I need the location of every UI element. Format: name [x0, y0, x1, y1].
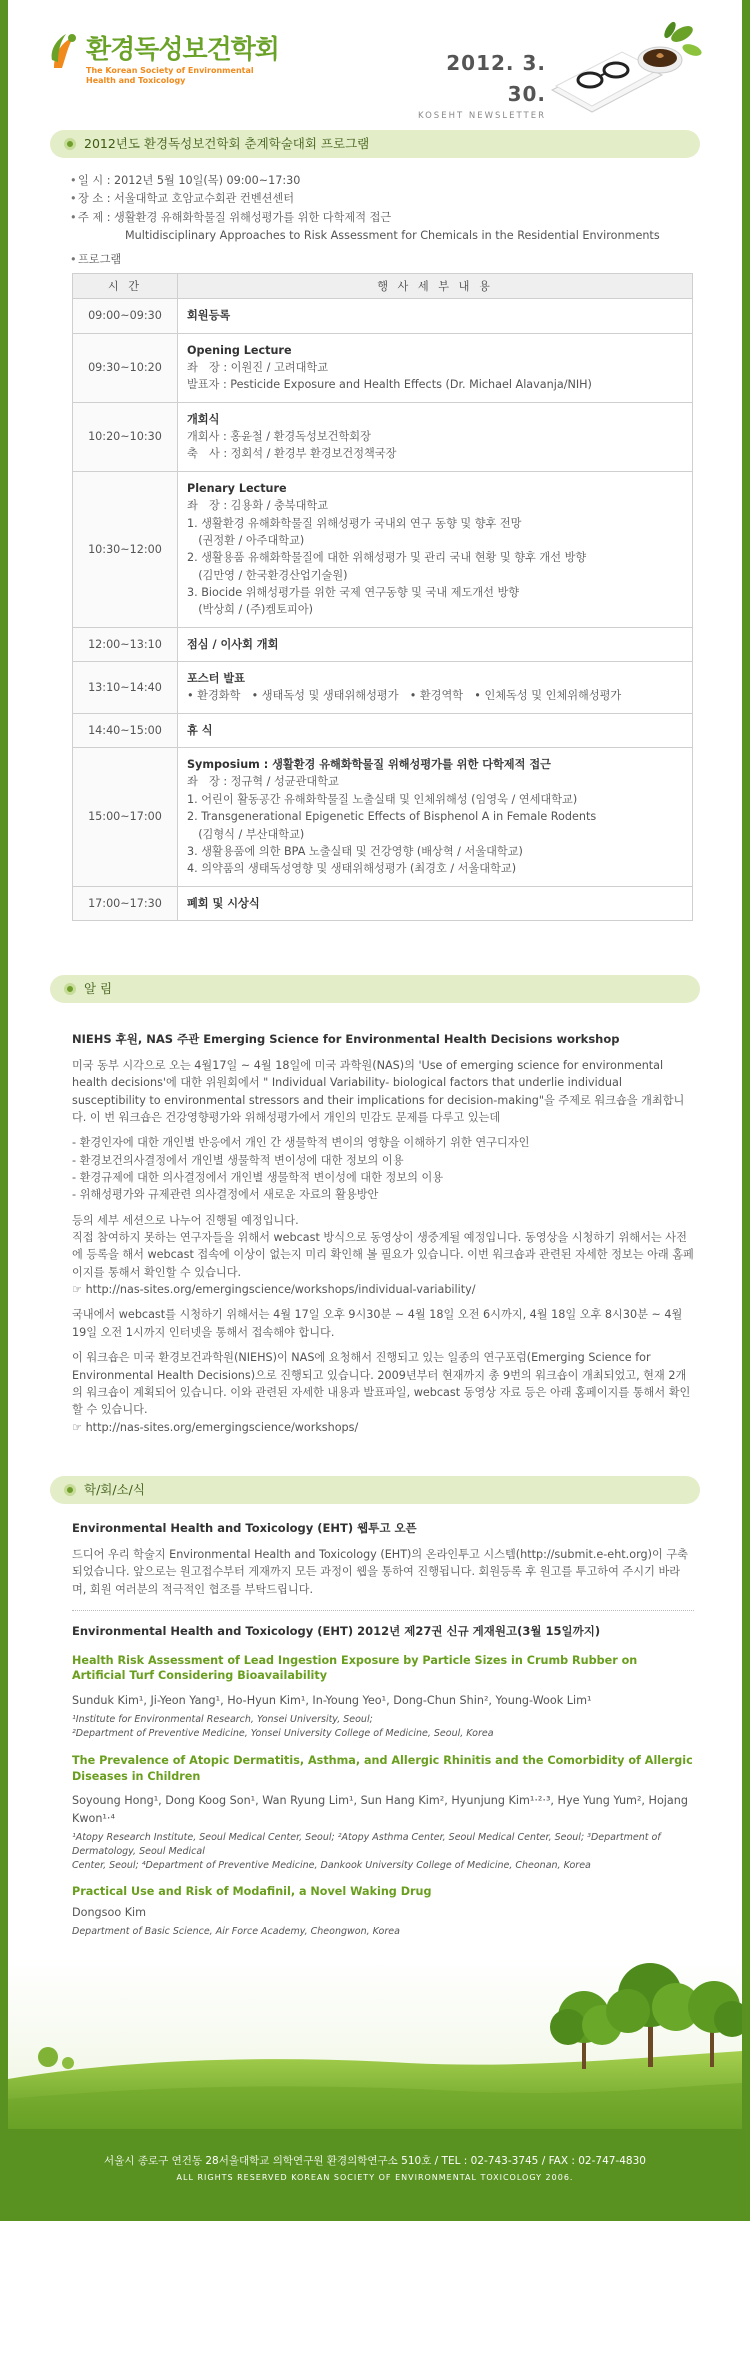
session-detail [178, 662, 693, 714]
newsletter-body [8, 0, 742, 2129]
notice-bullet: - 환경규제에 대한 의사결정에서 개인별 생물학적 변이성에 대한 정보의 이용 [72, 1170, 444, 1184]
workshops-link[interactable]: ☞ http://nas-sites.org/emergingscience/workshops/ [72, 1419, 694, 1436]
article-authors: Soyoung Hong¹, Dong Koog Son¹, Wan Ryung Lim¹, Sun Hang Kim², Hyunjung Kim¹·²·³, Hye Yung Yum², Hojang Kwon¹·⁴ [72, 1794, 688, 1825]
session-detail [178, 299, 693, 333]
notice-section-title: 알 림 [84, 981, 113, 997]
notice-section-header [50, 975, 700, 1003]
coffee-and-glasses-illustration-icon [542, 20, 702, 120]
detail-column-header: 행 사 세 부 내 용 [178, 274, 693, 299]
bullet-circle-icon [64, 1484, 76, 1496]
session-time: 10:30~12:00 [73, 471, 178, 627]
program-label: • 프로그램 [70, 251, 682, 269]
logo-english-line2: Health and Toxicology [86, 75, 186, 85]
notice-bullet: - 환경인자에 대한 개인별 반응에서 개인 간 생물학적 변이의 영향을 이해하기 위한 연구디자인 [72, 1136, 530, 1150]
session-title: 점심 / 이사회 개회 [187, 637, 279, 651]
session-title: 폐회 및 시상식 [187, 896, 260, 910]
footer-copyright: ALL RIGHTS RESERVED KOREAN SOCIETY OF ENVIRONMENTAL TOXICOLOGY 2006. [176, 2173, 574, 2183]
session-line: 좌 장 : 김용화 / 충북대학교 [187, 499, 329, 513]
landscape-trees-icon [8, 1959, 742, 2129]
time-column-header: 시 간 [73, 274, 178, 299]
article-affiliation: ²Department of Preventive Medicine, Yonsei University College of Medicine, Seoul, Korea [72, 1728, 494, 1740]
session-line: 개회사 : 홍윤철 / 환경독성보건학회장 [187, 430, 371, 444]
eht-new-articles-title: Environmental Health and Toxicology (EHT) 2012년 제27권 신규 게재원고(3월 15일까지) [72, 1623, 601, 1638]
session-line: 2. 생활용품 유해화학물질에 대한 위해성평가 및 관리 국내 현황 및 향후 개선 방향 [187, 551, 587, 565]
session-detail [178, 471, 693, 627]
issue-date-box [416, 48, 546, 123]
session-time: 15:00~17:00 [73, 748, 178, 887]
session-detail [178, 402, 693, 471]
article-authors: Sunduk Kim¹, Ji-Yeon Yang¹, Ho-Hyun Kim¹, In-Young Yeo¹, Dong-Chun Shin², Young-Wook Lim¹ [72, 1694, 592, 1708]
session-detail [178, 333, 693, 402]
issue-date: 2012. 3. 30. [446, 51, 546, 106]
program-section-header [50, 130, 700, 158]
notice-paragraph: 직접 참여하지 못하는 연구자들을 위해서 webcast 방식으로 동영상이 생중계될 예정입니다. 동영상을 시청하기 위해서는 사전에 등록을 해서 webcast 접속에 이상이 없는지 미리 확인해 볼 필요가 있습니다. 이번 워크숍과 관련된 자세한 정보는 아래 홈페이지를 통해서 확인할 수 있습니다. [72, 1231, 694, 1279]
eht-web-submission-title: Environmental Health and Toxicology (EHT) 웹투고 오픈 [72, 1521, 417, 1535]
program-table-header [73, 274, 693, 299]
session-title: 휴 식 [187, 723, 213, 737]
notice-content [72, 1031, 694, 1436]
article-title[interactable]: Practical Use and Risk of Modafinil, a Novel Waking Drug [72, 1885, 432, 1899]
society-news-section-header [50, 1476, 700, 1504]
logo-english-name [86, 66, 254, 85]
session-title: Symposium : 생활환경 유해화학물질 위해성평가를 위한 다학제적 접근 [187, 758, 551, 772]
event-date: • 일 시 : 2012년 5월 10일(목) 09:00~17:30 [70, 172, 682, 190]
newsletter-label: KOSEHT NEWSLETTER [418, 111, 546, 121]
session-time: 10:20~10:30 [73, 402, 178, 471]
session-time: 14:40~15:00 [73, 713, 178, 747]
session-detail [178, 748, 693, 887]
session-detail [178, 886, 693, 920]
article-title[interactable]: Health Risk Assessment of Lead Ingestion Exposure by Particle Sizes in Crumb Rubber on Artificial Turf Considering Bioavailability [72, 1653, 638, 1683]
session-title: Plenary Lecture [187, 481, 287, 495]
program-section-title: 2012년도 환경독성보건학회 춘계학술대회 프로그램 [84, 136, 370, 152]
table-row [73, 627, 693, 661]
table-row [73, 886, 693, 920]
session-line: (박상희 / (주)켐토피아) [187, 603, 313, 617]
notice-paragraph: 이 워크숍은 미국 환경보건과학원(NIEHS)이 NAS에 요청해서 진행되고 있는 일종의 연구포럼(Emerging Science for Environmental Health Decisions)으로 진행되고 있습니다. 2009년부터 현재까지 총 9번의 워크숍이 개최되었고, 현재 2개의 워크숍이 계획되어 있습니다. 이와 관련된 자세한 내용과 발표파일, webcast 동영상 자료 등은 아래 홈페이지를 통해서 확인할 수 있습니다. [72, 1351, 691, 1417]
footer [0, 2129, 750, 2221]
table-row [73, 471, 693, 627]
notice-intro: 미국 동부 시각으로 오는 4월17일 ~ 4월 18일에 미국 과학원(NAS)의 'Use of emerging science for environmental health decisions'에 대한 위원회에서 " Individual Variability- biological factors that underlie individual susceptibility to environmental stressors and their implications for decision-making"을 주제로 워크숍을 개최합니다. 이 번 워크숍은 건강영향평가와 위해성평가에서 개인의 민감도 문제를 다루고 있는데 [72, 1058, 685, 1124]
session-line: 3. 생활용품에 의한 BPA 노출실태 및 건강영향 (배상혁 / 서울대학교) [187, 844, 523, 858]
session-time: 12:00~13:10 [73, 627, 178, 661]
table-row [73, 713, 693, 747]
session-title: Opening Lecture [187, 343, 292, 357]
event-info-list [70, 172, 682, 227]
logo-korean-name: 환경독성보건학회 [86, 35, 279, 65]
article-affiliation: Department of Basic Science, Air Force Academy, Cheongwon, Korea [72, 1926, 400, 1938]
session-time: 17:00~17:30 [73, 886, 178, 920]
session-line: (김만영 / 한국환경산업기술원) [187, 568, 348, 582]
bullet-circle-icon [64, 983, 76, 995]
logo-english-line1: The Korean Society of Environmental [86, 66, 254, 75]
event-theme: • 주 제 : 생활환경 유해화학물질 위해성평가를 위한 다학제적 접근 [70, 209, 682, 227]
table-row [73, 662, 693, 714]
society-news-section-title: 학/회/소/식 [84, 1482, 145, 1498]
session-line: (김형식 / 부산대학교) [187, 827, 305, 841]
session-time: 09:30~10:20 [73, 333, 178, 402]
article-authors: Dongsoo Kim [72, 1905, 147, 1919]
session-title: 포스터 발표 [187, 672, 245, 686]
session-line: • 환경화학 • 생태독성 및 생태위해성평가 • 환경역학 • 인체독성 및 인체위해성평가 [187, 689, 622, 703]
notice-paragraph: 국내에서 webcast를 시청하기 위해서는 4월 17일 오후 9시30분 ~ 4월 18일 오전 6시까지, 4월 18일 오후 8시30분 ~ 4월 19일 오전 1시까지 인터넷을 통해서 접속해야 합니다. [72, 1308, 683, 1339]
notice-title: NIEHS 후원, NAS 주관 Emerging Science for Environmental Health Decisions workshop [72, 1032, 620, 1046]
event-venue: • 장 소 : 서울대학교 호암교수회관 컨벤션센터 [70, 190, 682, 208]
table-row [73, 299, 693, 333]
session-line: 좌 장 : 정규혁 / 성균관대학교 [187, 775, 339, 789]
footer-address: 서울시 종로구 연건동 28서울대학교 의학연구원 환경의학연구소 510호 / TEL : 02-743-3745 / FAX : 02-747-4830 [104, 2155, 646, 2168]
notice-paragraph: 등의 세부 세션으로 나누어 진행될 예정입니다. [72, 1213, 299, 1227]
session-detail [178, 627, 693, 661]
article-entry [72, 1653, 694, 1741]
program-table [72, 273, 693, 921]
session-line: (권정환 / 아주대학교) [187, 533, 305, 547]
session-title: 개회식 [187, 412, 220, 426]
session-line: 2. Transgenerational Epigenetic Effects of Bisphenol A in Female Rodents [187, 810, 597, 824]
notice-bullet: - 위해성평가와 규제관련 의사결정에서 새로운 자료의 활용방안 [72, 1188, 379, 1202]
notice-bullet: - 환경보건의사결정에서 개인별 생물학적 변이성에 대한 정보의 이용 [72, 1153, 404, 1167]
session-line: 축 사 : 정회석 / 환경부 환경보건정책국장 [187, 447, 397, 461]
session-time: 09:00~09:30 [73, 299, 178, 333]
article-entry [72, 1884, 694, 1939]
article-affiliation: ¹Institute for Environmental Research, Yonsei University, Seoul; [72, 1714, 373, 1726]
session-line: 3. Biocide 위해성평가를 위한 국제 연구동향 및 국내 제도개선 방향 [187, 585, 520, 599]
leaf-logo-icon [48, 30, 80, 70]
divider [72, 1610, 694, 1611]
article-affiliation: ¹Atopy Research Institute, Seoul Medical Center, Seoul; ²Atopy Asthma Center, Seoul Medical Center, Seoul; ³Department of Dermatology, Seoul Medical [72, 1832, 661, 1857]
session-line: 발표자 : Pesticide Exposure and Health Effects (Dr. Michael Alavanja/NIH) [187, 378, 592, 392]
session-line: 1. 생활환경 유해화학물질 위해성평가 국내외 연구 동향 및 향후 전망 [187, 516, 522, 530]
session-detail [178, 713, 693, 747]
society-news-content [72, 1520, 694, 1939]
session-line: 4. 의약품의 생태독성영향 및 생태위해성평가 (최경호 / 서울대학교) [187, 862, 517, 876]
article-entry [72, 1753, 694, 1872]
session-line: 좌 장 : 이원진 / 고려대학교 [187, 361, 329, 375]
landscape-banner [8, 1959, 742, 2129]
session-title: 회원등록 [187, 309, 231, 323]
article-affiliation: Center, Seoul; ⁴Department of Preventive Medicine, Dankook University College of Medicine, Cheonan, Korea [72, 1859, 591, 1871]
event-theme-english: Multidisciplinary Approaches to Risk Assessment for Chemicals in the Residential Environments [125, 229, 660, 243]
table-row [73, 748, 693, 887]
bullet-circle-icon [64, 138, 76, 150]
session-time: 13:10~14:40 [73, 662, 178, 714]
eht-web-submission-text: 드디어 우리 학술지 Environmental Health and Toxicology (EHT)의 온라인투고 시스템(http://submit.e-eht.org)이 구축되었습니다. 앞으로는 원고접수부터 게재까지 모든 과정이 웹을 통하여 진행됩니다. 회원등록 후 원고를 투고하여 주시기 바라며, 회원 여러분의 적극적인 협조를 부탁드립니다. [72, 1547, 688, 1596]
workshop-link[interactable]: ☞ http://nas-sites.org/emergingscience/workshops/individual-variability/ [72, 1281, 694, 1298]
table-row [73, 402, 693, 471]
header [8, 0, 742, 130]
session-line: 1. 어린이 활동공간 유해화학물질 노출실태 및 인체위해성 (임영욱 / 연세대학교) [187, 792, 578, 806]
program-label-list [70, 251, 682, 269]
article-title[interactable]: The Prevalence of Atopic Dermatitis, Asthma, and Allergic Rhinitis and the Comorbidity of Allergic Diseases in Children [72, 1753, 693, 1783]
table-row [73, 333, 693, 402]
